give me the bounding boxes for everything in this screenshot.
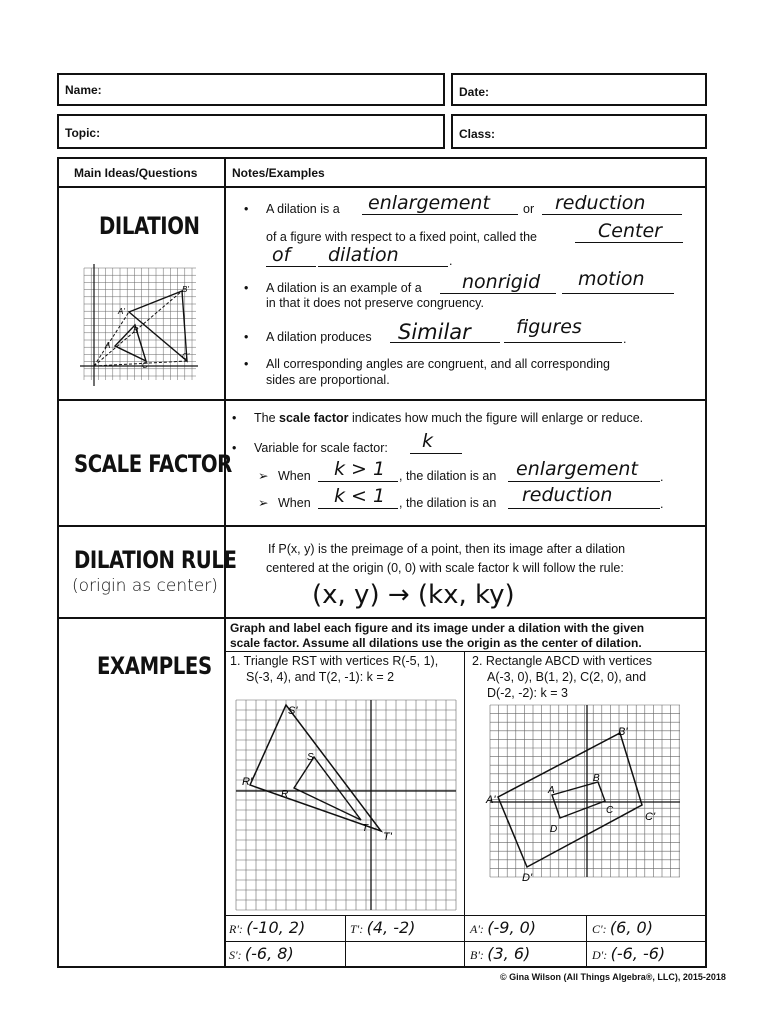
examples-instructions-2: scale factor. Assume all dilations use the origin as the center of dilation. — [230, 636, 642, 650]
example-2-line-3: D(-2, -2): k = 3 — [487, 686, 568, 700]
triangle-rst — [294, 757, 361, 820]
label-a: A — [105, 341, 111, 350]
date-label: Date: — [459, 85, 490, 99]
rule-formula: (x, y) → (kx, ky) — [312, 580, 515, 610]
rule-text-2: centered at the origin (0, 0) with scale factor k will follow the rule: — [266, 561, 624, 575]
examples-middle-divider — [464, 651, 465, 968]
row-divider-3 — [57, 617, 707, 619]
r-prime-answer: R': (-10, 2) — [229, 918, 306, 937]
example-2-graph — [486, 705, 680, 884]
c-prime-answer: C': (6, 0) — [592, 918, 653, 937]
period-2: . — [623, 332, 627, 346]
answer-top-line — [224, 915, 707, 916]
label-b: B — [133, 326, 139, 335]
answer-dilation: dilation — [328, 244, 399, 266]
scale-bullet-2: • Variable for scale factor: — [254, 441, 388, 455]
period-3: . — [660, 470, 664, 484]
scale-bullet-1: • The scale factor indicates how much the figure will enlarge or reduce. — [254, 411, 643, 425]
answer-col-1 — [345, 915, 346, 968]
example-1-graph — [236, 700, 456, 910]
when-2: When — [278, 496, 311, 510]
column-header-main-ideas: Main Ideas/Questions — [74, 166, 198, 180]
dilation-rule-title: DILATION RULE — [74, 546, 237, 574]
answer-k-gt-1: k > 1 — [334, 458, 386, 480]
class-field[interactable] — [451, 114, 707, 149]
mid-2: , the dilation is an — [399, 496, 497, 510]
rule-text-1: If P(x, y) is the preimage of a point, then its image after a dilation — [268, 542, 626, 556]
label-b-prime: B' — [182, 285, 189, 294]
answer-reduction: reduction — [555, 192, 646, 214]
examples-inner-top — [224, 651, 707, 652]
answer-of: of — [272, 244, 291, 266]
copyright-footer: © Gina Wilson (All Things Algebra®, LLC), 2015-2018 — [500, 972, 726, 982]
rectangle-image — [498, 733, 642, 867]
example-1-line-2: S(-3, 4), and T(2, -1): k = 2 — [246, 670, 395, 684]
dilation-line-8: sides are proportional. — [266, 373, 390, 387]
dilation-line-5: in that it does not preserve congruency. — [266, 296, 484, 310]
d-prime-answer: D': (-6, -6) — [592, 944, 666, 963]
answer-enlargement: enlargement — [368, 192, 490, 214]
examples-title: EXAMPLES — [97, 652, 212, 680]
when-1: When — [278, 469, 311, 483]
label-s: S — [307, 752, 314, 763]
label-b-2: B — [593, 773, 600, 784]
blank-k — [410, 437, 462, 454]
label-c-prime-2: C' — [645, 811, 656, 823]
column-header-notes: Notes/Examples — [232, 166, 325, 180]
row-divider-header — [57, 186, 707, 188]
example-2-line-1: 2. Rectangle ABCD with vertices — [472, 654, 652, 668]
dilation-title: DILATION — [99, 212, 200, 240]
name-label: Name: — [65, 83, 102, 97]
arrow-bullet-2: ➢ — [258, 496, 269, 510]
class-label: Class: — [459, 127, 496, 141]
dilation-rule-subtitle: (origin as center) — [72, 576, 218, 596]
rectangle-abcd — [552, 782, 605, 818]
answer-figures: figures — [516, 316, 582, 338]
label-a-2: A — [548, 785, 555, 796]
answer-k-lt-1: k < 1 — [334, 485, 386, 507]
mid-1: , the dilation is an — [399, 469, 497, 483]
dilation-bullet-4: • All corresponding angles are congruent, and all corresponding — [266, 357, 610, 371]
date-field[interactable] — [451, 73, 707, 106]
label-t-prime: T' — [383, 831, 392, 843]
dilation-diagram — [78, 262, 200, 388]
t-prime-answer: T': (4, -2) — [350, 918, 416, 937]
scale-factor-title: SCALE FACTOR — [74, 450, 232, 478]
triangle-image-rst — [250, 705, 381, 831]
a-prime-answer: A': (-9, 0) — [470, 918, 537, 937]
s-prime-answer: S': (-6, 8) — [229, 944, 294, 963]
row-divider-2 — [57, 525, 707, 527]
answer-similar: Similar — [398, 320, 471, 344]
answer-center: Center — [598, 220, 662, 242]
dilation-bullet-1: • A dilation is a — [266, 202, 340, 216]
answer-motion: motion — [578, 268, 645, 290]
arrow-bullet-1: ➢ — [258, 469, 269, 483]
period-4: . — [660, 497, 664, 511]
label-a-prime: A' — [118, 307, 125, 316]
topic-label: Topic: — [65, 126, 101, 140]
answer-k: k — [422, 430, 434, 452]
label-c: C — [142, 361, 148, 370]
answer-col-3 — [586, 915, 587, 968]
period: . — [449, 254, 453, 268]
example-2-line-2: A(-3, 0), B(1, 2), C(2, 0), and — [487, 670, 647, 684]
label-c-prime: C' — [182, 352, 190, 361]
answer-nonrigid: nonrigid — [462, 271, 541, 293]
answer-mid-line — [224, 941, 707, 942]
examples-instructions-1: Graph and label each figure and its image under a dilation with the given — [230, 621, 645, 635]
label-t: T — [362, 823, 369, 834]
text-or: or — [523, 202, 535, 216]
dilation-line-2: of a figure with respect to a fixed point, called the — [266, 230, 537, 244]
label-d-prime-2: D' — [522, 872, 533, 884]
answer-enlargement-2: enlargement — [516, 458, 638, 480]
dilation-bullet-3: • A dilation produces — [266, 330, 372, 344]
label-c-2: C — [606, 805, 614, 816]
label-d-2: D — [550, 824, 558, 835]
example-1-line-1: 1. Triangle RST with vertices R(-5, 1), — [230, 654, 439, 668]
b-prime-answer: B': (3, 6) — [470, 944, 531, 963]
dilation-bullet-2: • A dilation is an example of a — [266, 281, 422, 295]
label-a-prime-2: A' — [486, 794, 496, 806]
topic-field[interactable] — [57, 114, 445, 149]
row-divider-1 — [57, 399, 707, 401]
answer-reduction-2: reduction — [522, 484, 613, 506]
label-s-prime: S' — [288, 705, 298, 717]
label-b-prime-2: B' — [618, 726, 628, 738]
label-r: R — [281, 789, 289, 800]
name-field[interactable] — [57, 73, 445, 106]
label-r-prime: R' — [242, 776, 253, 788]
